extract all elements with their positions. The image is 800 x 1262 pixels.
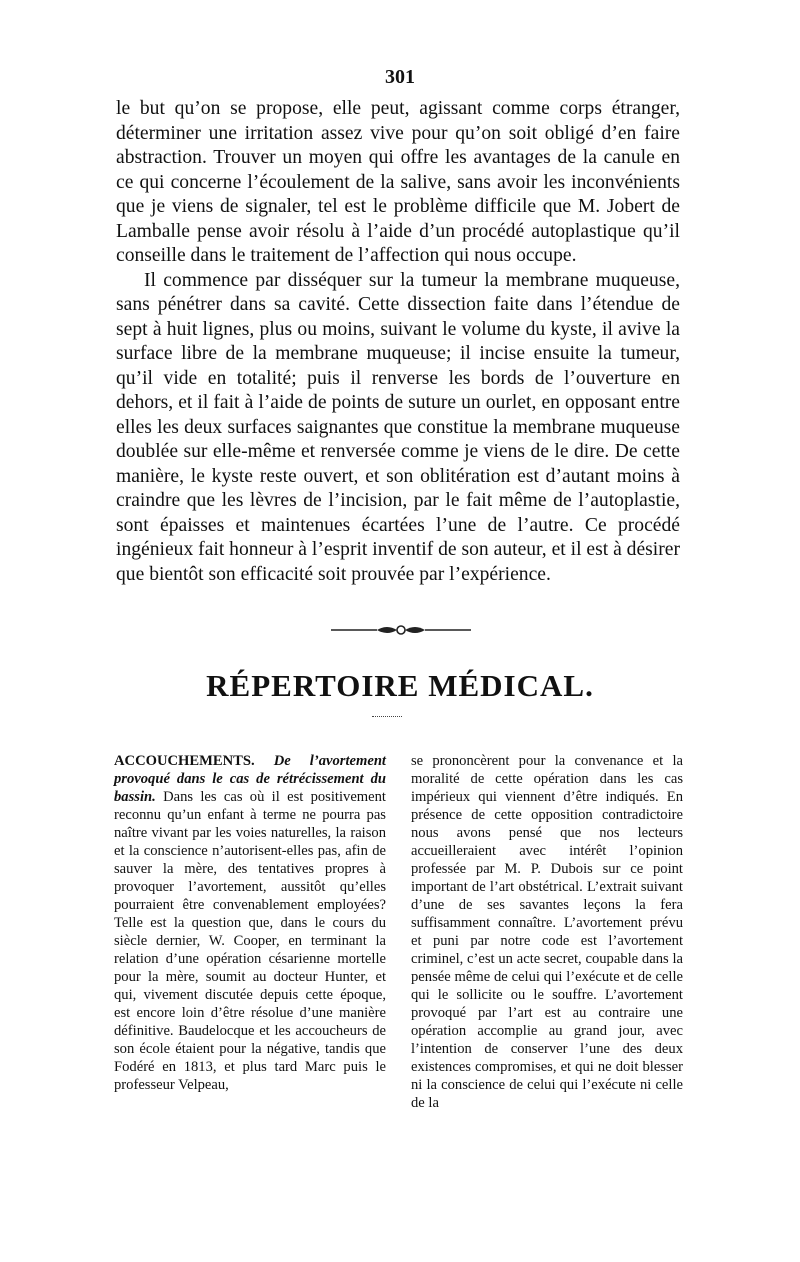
article-column-right [411,752,683,1112]
page-number: 301 [385,66,415,88]
ornament-divider [331,622,471,638]
article-paragraph [114,752,386,1094]
body-text [116,97,680,587]
article-subtitle: De l’avortement provoqué dans le cas de rétrécissement du bassin. [114,753,386,805]
article-lead: ACCOUCHEMENTS. [114,753,255,769]
paragraph: le but qu’on se propose, elle peut, agissant comme corps étranger, déterminer une irritation assez vive pour qu’on soit obligé d’en faire abstraction. Trouver un moyen qui offre les avantages de la canule en ce qui concerne l’écoulement de la salive, sans avoir les inconvénients que je viens de signaler, tel est le problème difficile que M. Jobert de Lamballe pense avoir résolu à l’aide d’un procédé autoplastique qu’il conseille dans le traitement de l’affection qui nous occupe. [116,98,680,266]
divider [372,716,402,717]
paragraph: Il commence par disséquer sur la tumeur la membrane muqueuse, sans pénétrer dans sa cavité. Cette dissection faite dans l’étendue de sept à huit lignes, plus ou moins, suivant le volume du kyste, il avive la surface libre de la membrane muqueuse; il incise ensuite la tumeur, qu’il vide en totalité; puis il renverse les bords de l’ouverture en dehors, et il fait à l’aide de points de suture un ourlet, en opposant entre elles les deux surfaces saignantes que constitue la membrane muqueuse doublée sur elle-même et renversée comme je viens de le dire. De cette manière, le kyste reste ouvert, et son oblitération est d’autant moins à craindre que les lèvres de l’incision, par le fait même de l’autoplastie, sont épaisses et maintenues écartées l’une de l’autre. Ce procédé ingénieux fait honneur à l’esprit inventif de son auteur, et il est à désirer que bientôt son efficacité soit prouvée par l’expérience. [116,269,680,585]
section-title: RÉPERTOIRE MÉDICAL. [206,668,594,703]
article-text: Dans les cas où il est positivement reconnu qu’un enfant à terme ne pourra pas naître vivant par les voies naturelles, la raison et la conscience n’autorisent-elles pas, afin de sauver la mère, des tentatives propres à provoquer l’avortement, aussitôt qu’elles pourraient être convenablement employées? Telle est la question que, dans le cours du siècle dernier, W. Cooper, en terminant la relation d’une opération césarienne mortelle pour la mère, soumit au docteur Hunter, et qui, vivement discutée depuis cette époque, est encore loin d’être résolue d’une manière définitive. Baudelocque et les accoucheurs de son école étaient pour la négative, tandis que Fodéré en 1813, et plus tard Marc puis le professeur Velpeau, [114,789,386,1093]
article-column-left [114,752,386,1094]
article-text: se prononcèrent pour la convenance et la moralité de cette opération dans les cas impérieux qui viennent d’être indiqués. En présence de cette opposition contradictoire nous avons pensé que nos lecteurs accueilleraient avec intérêt l’opinion professée par M. P. Dubois sur ce point important de l’art obstétrical. L’extrait suivant d’une de ses savantes leçons la fera suffisamment connaître. L’avortement prévu et puni par notre code est l’avortement criminel, c’est un acte secret, coupable dans la pensée même de celui qui l’exécute et de celle qui le sollicite ou le souffre. L’avortement provoqué par l’art est au contraire une opération accomplie au grand jour, avec l’intention de conserver l’une des deux existences compromises, et qui ne doit blesser ni la conscience de celui qui l’exécute ni celle de la [411,753,683,1111]
